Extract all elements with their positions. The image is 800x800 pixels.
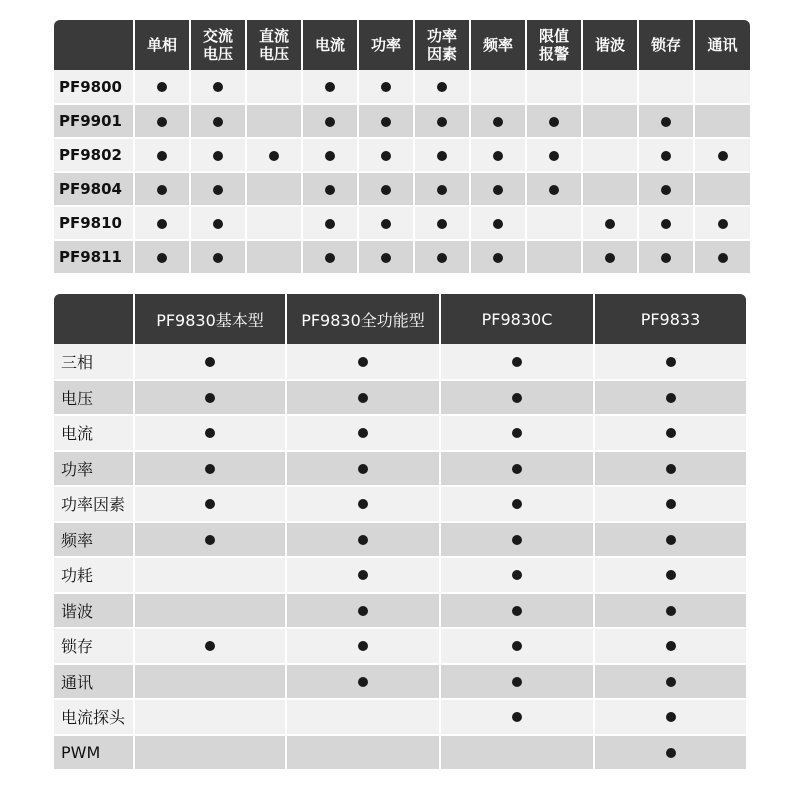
table-cell <box>594 415 746 451</box>
table1-row-label: PF9800 <box>54 70 134 104</box>
table-cell <box>134 735 286 771</box>
table-cell <box>470 138 526 172</box>
table-cell <box>594 344 746 380</box>
table-cell <box>526 206 582 240</box>
table2-row-label: 功率因素 <box>54 486 134 522</box>
table-row <box>54 699 746 735</box>
table-cell <box>302 206 358 240</box>
supported-dot-icon <box>213 117 223 127</box>
supported-dot-icon <box>381 219 391 229</box>
table2-header-row <box>54 294 746 344</box>
supported-dot-icon <box>213 185 223 195</box>
table-cell <box>286 344 440 380</box>
table2-corner-cell <box>54 294 134 344</box>
table-row <box>54 172 750 206</box>
supported-dot-icon <box>437 185 447 195</box>
table1-col-header <box>302 20 358 70</box>
table1-row-label: PF9811 <box>54 240 134 274</box>
supported-dot-icon <box>437 219 447 229</box>
table1-col-header <box>694 20 750 70</box>
table1-row-label: PF9901 <box>54 104 134 138</box>
supported-dot-icon <box>661 219 671 229</box>
table-cell <box>134 628 286 664</box>
table2-body <box>54 344 746 770</box>
table-cell <box>246 206 302 240</box>
table-cell <box>594 380 746 416</box>
table-cell <box>582 172 638 206</box>
table-cell <box>440 344 594 380</box>
table1-row-label: PF9810 <box>54 206 134 240</box>
supported-dot-icon <box>269 151 279 161</box>
supported-dot-icon <box>157 253 167 263</box>
supported-dot-icon <box>325 219 335 229</box>
table2-row-label: 电流 <box>54 415 134 451</box>
supported-dot-icon <box>325 151 335 161</box>
table-cell <box>286 415 440 451</box>
table-cell <box>440 557 594 593</box>
table-cell <box>582 70 638 104</box>
supported-dot-icon <box>205 641 215 651</box>
column-label: 单相 <box>146 36 177 54</box>
supported-dot-icon <box>493 151 503 161</box>
table-cell <box>582 138 638 172</box>
supported-dot-icon <box>661 151 671 161</box>
table-cell <box>286 486 440 522</box>
table-cell <box>190 138 246 172</box>
supported-dot-icon <box>718 219 728 229</box>
table2-col-header: PF9830全功能型 <box>286 294 440 344</box>
table-cell <box>358 138 414 172</box>
supported-dot-icon <box>666 748 676 758</box>
table2-row-label: 电流探头 <box>54 699 134 735</box>
table-cell <box>526 70 582 104</box>
table-cell <box>302 138 358 172</box>
table-cell <box>470 206 526 240</box>
supported-dot-icon <box>358 641 368 651</box>
table-cell <box>246 240 302 274</box>
table-cell <box>594 522 746 558</box>
supported-dot-icon <box>512 499 522 509</box>
supported-dot-icon <box>205 428 215 438</box>
table-row <box>54 206 750 240</box>
table-cell <box>694 240 750 274</box>
supported-dot-icon <box>157 82 167 92</box>
table-cell <box>134 104 190 138</box>
table-cell <box>594 451 746 487</box>
table-cell <box>286 699 440 735</box>
table-cell <box>440 451 594 487</box>
table-cell <box>134 380 286 416</box>
column-label: 直流电压 <box>258 27 289 63</box>
supported-dot-icon <box>205 393 215 403</box>
table-cell <box>246 138 302 172</box>
table-cell <box>594 628 746 664</box>
supported-dot-icon <box>358 393 368 403</box>
supported-dot-icon <box>213 253 223 263</box>
table-cell <box>134 593 286 629</box>
supported-dot-icon <box>493 117 503 127</box>
table-cell <box>638 172 694 206</box>
table-cell <box>246 104 302 138</box>
table-cell <box>594 593 746 629</box>
table-cell <box>414 104 470 138</box>
supported-dot-icon <box>666 641 676 651</box>
table-cell <box>358 206 414 240</box>
supported-dot-icon <box>205 499 215 509</box>
table-cell <box>286 664 440 700</box>
supported-dot-icon <box>358 677 368 687</box>
supported-dot-icon <box>325 185 335 195</box>
supported-dot-icon <box>358 570 368 580</box>
table-cell <box>470 104 526 138</box>
supported-dot-icon <box>666 606 676 616</box>
supported-dot-icon <box>325 82 335 92</box>
table-row <box>54 70 750 104</box>
supported-dot-icon <box>605 253 615 263</box>
table2-row-label: 功率 <box>54 451 134 487</box>
table-cell <box>440 522 594 558</box>
table-row <box>54 380 746 416</box>
table-cell <box>526 104 582 138</box>
supported-dot-icon <box>666 357 676 367</box>
table-row <box>54 486 746 522</box>
column-label: 功率 <box>370 36 401 54</box>
column-label: 通讯 <box>707 36 738 54</box>
supported-dot-icon <box>157 185 167 195</box>
table-cell <box>286 593 440 629</box>
table-row <box>54 451 746 487</box>
table-cell <box>302 104 358 138</box>
supported-dot-icon <box>718 253 728 263</box>
table2-row-label: 谐波 <box>54 593 134 629</box>
supported-dot-icon <box>666 677 676 687</box>
supported-dot-icon <box>205 464 215 474</box>
supported-dot-icon <box>512 535 522 545</box>
supported-dot-icon <box>213 219 223 229</box>
table-cell <box>190 104 246 138</box>
supported-dot-icon <box>512 393 522 403</box>
supported-dot-icon <box>437 117 447 127</box>
table-cell <box>134 557 286 593</box>
table1-col-header <box>134 20 190 70</box>
table2-row-label: 锁存 <box>54 628 134 664</box>
supported-dot-icon <box>437 82 447 92</box>
table-row <box>54 557 746 593</box>
supported-dot-icon <box>325 117 335 127</box>
supported-dot-icon <box>718 151 728 161</box>
table-cell <box>134 240 190 274</box>
table-cell <box>638 104 694 138</box>
table-cell <box>440 699 594 735</box>
supported-dot-icon <box>358 535 368 545</box>
supported-dot-icon <box>205 357 215 367</box>
supported-dot-icon <box>381 253 391 263</box>
table-cell <box>134 172 190 206</box>
table-cell <box>526 172 582 206</box>
table-cell <box>134 451 286 487</box>
table2-row-label: 三相 <box>54 344 134 380</box>
table1-col-header <box>638 20 694 70</box>
column-label: 谐波 <box>594 36 625 54</box>
column-label: 功率因素 <box>426 27 457 63</box>
table-cell <box>694 172 750 206</box>
table-cell <box>470 240 526 274</box>
table-cell <box>190 206 246 240</box>
table-cell <box>190 172 246 206</box>
table1-header-row <box>54 20 750 70</box>
table-cell <box>134 699 286 735</box>
table-cell <box>134 206 190 240</box>
table-cell <box>134 486 286 522</box>
table-cell <box>440 486 594 522</box>
column-label: 频率 <box>482 36 513 54</box>
table-cell <box>440 664 594 700</box>
table-cell <box>358 104 414 138</box>
table-row <box>54 344 746 380</box>
supported-dot-icon <box>512 428 522 438</box>
table-cell <box>286 557 440 593</box>
table-cell <box>358 172 414 206</box>
supported-dot-icon <box>666 393 676 403</box>
table2-row-label: 电压 <box>54 380 134 416</box>
column-label: 交流电压 <box>202 27 233 63</box>
table-row <box>54 628 746 664</box>
supported-dot-icon <box>358 464 368 474</box>
supported-dot-icon <box>381 117 391 127</box>
table-cell <box>414 240 470 274</box>
table-cell <box>358 70 414 104</box>
supported-dot-icon <box>661 253 671 263</box>
column-label: 限值报警 <box>538 27 569 63</box>
supported-dot-icon <box>381 151 391 161</box>
supported-dot-icon <box>666 570 676 580</box>
table1-body <box>54 70 750 274</box>
supported-dot-icon <box>325 253 335 263</box>
table-cell <box>190 240 246 274</box>
table-cell <box>582 206 638 240</box>
supported-dot-icon <box>358 499 368 509</box>
table-cell <box>440 380 594 416</box>
table-cell <box>694 104 750 138</box>
supported-dot-icon <box>493 253 503 263</box>
supported-dot-icon <box>512 641 522 651</box>
table-row <box>54 104 750 138</box>
supported-dot-icon <box>512 464 522 474</box>
table-cell <box>414 138 470 172</box>
table-cell <box>638 70 694 104</box>
table-cell <box>302 240 358 274</box>
table-row <box>54 593 746 629</box>
supported-dot-icon <box>358 606 368 616</box>
table1-col-header <box>190 20 246 70</box>
supported-dot-icon <box>358 428 368 438</box>
table-cell <box>440 628 594 664</box>
column-label: 电流 <box>314 36 345 54</box>
table-cell <box>134 70 190 104</box>
table-cell <box>526 240 582 274</box>
table-cell <box>414 172 470 206</box>
supported-dot-icon <box>157 117 167 127</box>
supported-dot-icon <box>512 677 522 687</box>
column-label: 锁存 <box>650 36 681 54</box>
supported-dot-icon <box>661 117 671 127</box>
table-cell <box>638 138 694 172</box>
supported-dot-icon <box>358 357 368 367</box>
table-cell <box>134 522 286 558</box>
table1-col-header <box>470 20 526 70</box>
table-cell <box>440 593 594 629</box>
supported-dot-icon <box>666 712 676 722</box>
table-cell <box>414 206 470 240</box>
table-cell <box>134 415 286 451</box>
table-row <box>54 240 750 274</box>
supported-dot-icon <box>549 151 559 161</box>
supported-dot-icon <box>549 185 559 195</box>
table1-col-header <box>358 20 414 70</box>
supported-dot-icon <box>661 185 671 195</box>
table2-row-label: PWM <box>54 735 134 771</box>
table-row <box>54 138 750 172</box>
supported-dot-icon <box>213 151 223 161</box>
supported-dot-icon <box>549 117 559 127</box>
supported-dot-icon <box>666 428 676 438</box>
supported-dot-icon <box>666 535 676 545</box>
table2-row-label: 频率 <box>54 522 134 558</box>
supported-dot-icon <box>437 253 447 263</box>
supported-dot-icon <box>605 219 615 229</box>
table-cell <box>582 240 638 274</box>
supported-dot-icon <box>493 219 503 229</box>
table-cell <box>286 522 440 558</box>
table-row <box>54 735 746 771</box>
table-row <box>54 664 746 700</box>
table-cell <box>440 415 594 451</box>
supported-dot-icon <box>157 219 167 229</box>
table-cell <box>694 206 750 240</box>
table-cell <box>286 735 440 771</box>
table-cell <box>302 70 358 104</box>
table-cell <box>414 70 470 104</box>
table2-col-header: PF9830基本型 <box>134 294 286 344</box>
table-cell <box>594 699 746 735</box>
supported-dot-icon <box>437 151 447 161</box>
table-cell <box>246 172 302 206</box>
table-cell <box>246 70 302 104</box>
table1-row-label: PF9804 <box>54 172 134 206</box>
supported-dot-icon <box>512 712 522 722</box>
supported-dot-icon <box>213 82 223 92</box>
table2-col-header: PF9830C <box>440 294 594 344</box>
table-cell <box>440 735 594 771</box>
supported-dot-icon <box>381 185 391 195</box>
table-cell <box>286 628 440 664</box>
three-phase-model-table <box>54 294 746 771</box>
table-cell <box>134 344 286 380</box>
supported-dot-icon <box>512 357 522 367</box>
table-cell <box>638 206 694 240</box>
table-cell <box>190 70 246 104</box>
table1-col-header <box>414 20 470 70</box>
table1-corner-cell <box>54 20 134 70</box>
table-cell <box>470 172 526 206</box>
supported-dot-icon <box>381 82 391 92</box>
supported-dot-icon <box>512 606 522 616</box>
supported-dot-icon <box>157 151 167 161</box>
table-cell <box>694 70 750 104</box>
table-cell <box>638 240 694 274</box>
table-row <box>54 522 746 558</box>
table1-col-header <box>246 20 302 70</box>
table-cell <box>594 664 746 700</box>
table-cell <box>582 104 638 138</box>
supported-dot-icon <box>666 499 676 509</box>
table-cell <box>286 451 440 487</box>
table2-row-label: 通讯 <box>54 664 134 700</box>
table-cell <box>594 486 746 522</box>
table2-col-header: PF9833 <box>594 294 746 344</box>
table-cell <box>134 664 286 700</box>
table-cell <box>470 70 526 104</box>
table1-row-label: PF9802 <box>54 138 134 172</box>
supported-dot-icon <box>205 535 215 545</box>
table-cell <box>358 240 414 274</box>
table2-row-label: 功耗 <box>54 557 134 593</box>
table-cell <box>302 172 358 206</box>
supported-dot-icon <box>666 464 676 474</box>
table-cell <box>594 735 746 771</box>
table1-col-header <box>526 20 582 70</box>
table-cell <box>526 138 582 172</box>
table-row <box>54 415 746 451</box>
table-cell <box>594 557 746 593</box>
table-cell <box>286 380 440 416</box>
table-cell <box>694 138 750 172</box>
table1-col-header <box>582 20 638 70</box>
supported-dot-icon <box>512 570 522 580</box>
single-phase-model-table <box>54 20 750 275</box>
table-cell <box>134 138 190 172</box>
supported-dot-icon <box>493 185 503 195</box>
